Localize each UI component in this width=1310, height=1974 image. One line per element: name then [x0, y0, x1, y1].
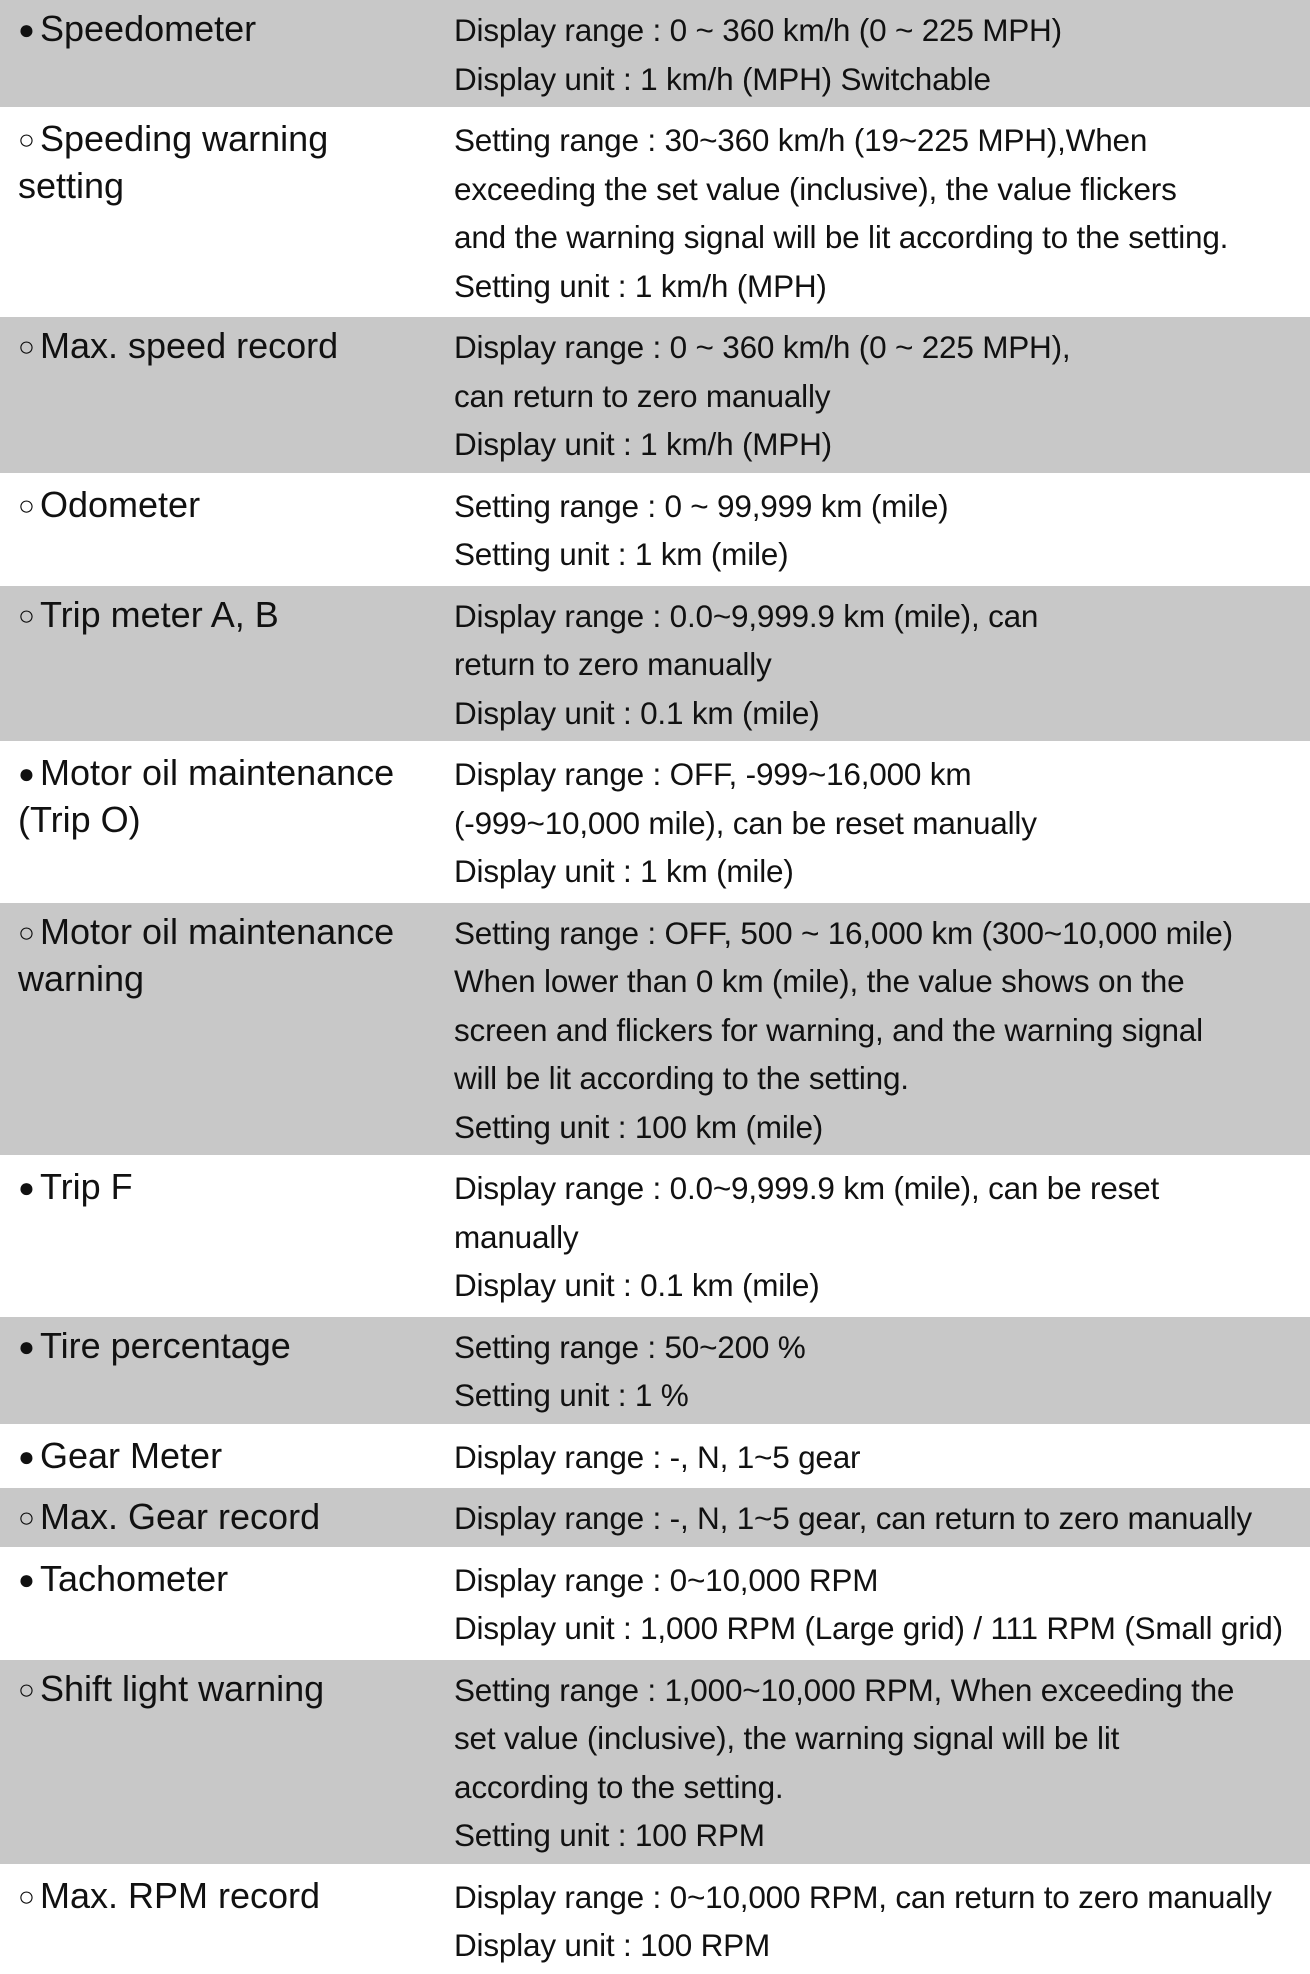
- spec-name-text: Trip F: [40, 1166, 133, 1207]
- spec-row-oil-warning: [0, 900, 1310, 1156]
- spec-name-text: Motor oil maintenance (Trip O): [18, 752, 395, 840]
- spec-name: [0, 317, 454, 473]
- spec-name-text: Odometer: [40, 483, 201, 525]
- spec-name: [0, 1488, 454, 1547]
- spec-description: Setting range : OFF, 500 ~ 16,000 km (300~10,000 mile) When lower than 0 km (mile), the value shows on the screen and flickers for warning, and the warning signal will be lit according to the setting. Setting unit : 100 km (mile): [454, 914, 1233, 1145]
- spec-row-max-rpm: [0, 1864, 1310, 1974]
- spec-row-oil-maintenance: [0, 741, 1310, 900]
- spec-row-gear-meter: [0, 1424, 1310, 1486]
- spec-name-text: Speedometer: [40, 8, 257, 49]
- hollow-bullet-icon: ○: [18, 916, 35, 948]
- spec-description: Display range : 0.0~9,999.9 km (mile), can be reset manually Display unit : 0.1 km (mile): [454, 1170, 1160, 1303]
- spec-name-text: Trip meter A, B: [40, 593, 279, 635]
- spec-row-max-gear: [0, 1485, 1310, 1547]
- hollow-bullet-icon: ○: [18, 1502, 35, 1533]
- spec-name-text: Tachometer: [40, 1557, 229, 1599]
- spec-name: [0, 903, 454, 1156]
- filled-bullet-icon: ●: [18, 1440, 35, 1472]
- spec-name: [0, 110, 454, 314]
- hollow-bullet-icon: ○: [18, 1880, 35, 1912]
- hollow-bullet-icon: ○: [18, 489, 35, 521]
- spec-description: Setting range : 1,000~10,000 RPM, When exceeding the set value (inclusive), the warning signal will be lit according to the setting. Setting unit : 100 RPM: [454, 1671, 1235, 1853]
- hollow-bullet-icon: ○: [18, 124, 35, 155]
- hollow-bullet-icon: ○: [18, 331, 35, 362]
- spec-name: [0, 586, 454, 742]
- spec-name: [0, 1427, 454, 1486]
- spec-row-tire-percentage: [0, 1314, 1310, 1424]
- spec-row-trip-f: [0, 1155, 1310, 1314]
- hollow-bullet-icon: ○: [18, 599, 35, 631]
- filled-bullet-icon: ●: [18, 14, 35, 45]
- spec-description: Setting range : 30~360 km/h (19~225 MPH),When exceeding the set value (inclusive), the value flickers and the warning signal will be lit according to the setting. Setting unit : 1 km/h (MPH): [454, 122, 1229, 304]
- spec-name: [0, 1550, 454, 1657]
- spec-row-speeding-warning: [0, 107, 1310, 314]
- filled-bullet-icon: ●: [18, 1172, 35, 1203]
- spec-description: Display range : 0 ~ 360 km/h (0 ~ 225 MPH), can return to zero manually Display unit : 1 km/h (MPH): [454, 329, 1071, 462]
- filled-bullet-icon: ●: [18, 1563, 35, 1595]
- spec-description: Display range : 0~10,000 RPM, can return to zero manually Display unit : 100 RPM: [454, 1878, 1272, 1963]
- spec-name-text: Tire percentage: [40, 1324, 291, 1366]
- spec-name-text: Gear Meter: [40, 1434, 223, 1476]
- spec-description: Setting range : 0 ~ 99,999 km (mile) Setting unit : 1 km (mile): [454, 487, 949, 572]
- spec-name: [0, 744, 454, 900]
- spec-description: Display range : OFF, -999~16,000 km (-999~10,000 mile), can be reset manually Display unit : 1 km (mile): [454, 756, 1037, 889]
- spec-name-text: Speeding warning setting: [18, 118, 329, 206]
- spec-name: [0, 476, 454, 583]
- spec-row-shift-light: [0, 1657, 1310, 1864]
- spec-name-text: Max. RPM record: [40, 1874, 321, 1916]
- spec-description: Display range : 0 ~ 360 km/h (0 ~ 225 MPH) Display unit : 1 km/h (MPH) Switchable: [454, 12, 1062, 97]
- filled-bullet-icon: ●: [18, 758, 35, 789]
- spec-row-max-speed: [0, 314, 1310, 473]
- spec-description: Display range : -, N, 1~5 gear: [454, 1438, 861, 1475]
- spec-row-speedometer: [0, 0, 1310, 107]
- spec-row-tachometer: [0, 1547, 1310, 1657]
- spec-description: Display range : 0.0~9,999.9 km (mile), can return to zero manually Display unit : 0.1 km (mile): [454, 597, 1039, 731]
- spec-name-text: Shift light warning: [40, 1667, 325, 1709]
- spec-name: [0, 1317, 454, 1424]
- spec-name-text: Max. Gear record: [40, 1496, 321, 1537]
- spec-description: Display range : 0~10,000 RPM Display unit : 1,000 RPM (Large grid) / 111 RPM (Small grid): [454, 1561, 1283, 1646]
- spec-name: [0, 1660, 454, 1864]
- hollow-bullet-icon: ○: [18, 1673, 35, 1705]
- spec-name: [0, 1867, 454, 1974]
- spec-name-text: Motor oil maintenance warning: [18, 910, 395, 999]
- spec-description: Setting range : 50~200 % Setting unit : 1 %: [454, 1328, 806, 1413]
- spec-name: [0, 0, 454, 107]
- spec-row-trip-meter: [0, 583, 1310, 742]
- spec-name: [0, 1158, 454, 1314]
- spec-row-odometer: [0, 473, 1310, 583]
- filled-bullet-icon: ●: [18, 1330, 35, 1362]
- spec-name-text: Max. speed record: [40, 325, 339, 366]
- spec-description: Display range : -, N, 1~5 gear, can return to zero manually: [454, 1500, 1252, 1536]
